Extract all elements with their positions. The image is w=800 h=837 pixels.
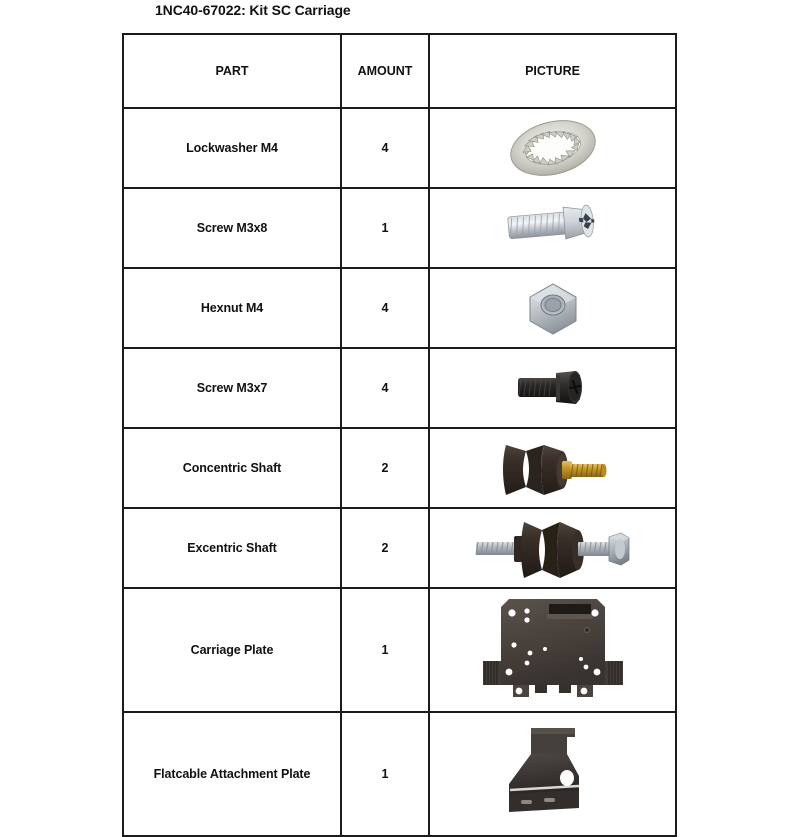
phillips-screw-black-icon [514, 363, 592, 413]
column-header-picture: PICTURE [429, 34, 676, 108]
part-amount: 2 [341, 428, 429, 508]
part-name: Concentric Shaft [123, 428, 341, 508]
column-header-part: PART [123, 34, 341, 108]
part-name: Hexnut M4 [123, 268, 341, 348]
part-amount: 4 [341, 268, 429, 348]
part-name: Lockwasher M4 [123, 108, 341, 188]
part-amount: 1 [341, 588, 429, 712]
parts-table [122, 33, 677, 837]
part-picture-cell [429, 712, 676, 836]
part-amount: 4 [341, 348, 429, 428]
part-amount: 2 [341, 508, 429, 588]
carriage-plate-icon [477, 595, 629, 705]
part-name: Screw M3x8 [123, 188, 341, 268]
part-picture-cell [429, 188, 676, 268]
part-picture-cell [429, 588, 676, 712]
column-header-amount: AMOUNT [341, 34, 429, 108]
table-row [123, 348, 676, 428]
table-row [123, 108, 676, 188]
hexnut-icon [522, 277, 584, 339]
part-name: Carriage Plate [123, 588, 341, 712]
table-row [123, 508, 676, 588]
table-row [123, 428, 676, 508]
part-picture-cell [429, 268, 676, 348]
concentric-shaft-icon [494, 435, 612, 501]
table-row [123, 588, 676, 712]
part-name: Flatcable Attachment Plate [123, 712, 341, 836]
flatcable-attachment-plate-icon [493, 724, 613, 824]
part-picture-cell [429, 108, 676, 188]
part-picture-cell [429, 428, 676, 508]
phillips-screw-zinc-icon [503, 202, 603, 254]
part-picture-cell [429, 508, 676, 588]
table-row [123, 712, 676, 836]
table-row [123, 268, 676, 348]
lockwasher-icon [507, 119, 599, 177]
part-name: Excentric Shaft [123, 508, 341, 588]
table-row [123, 188, 676, 268]
part-amount: 4 [341, 108, 429, 188]
page-title: 1NC40-67022: Kit SC Carriage [155, 2, 351, 18]
part-picture-cell [429, 348, 676, 428]
part-amount: 1 [341, 188, 429, 268]
part-amount: 1 [341, 712, 429, 836]
excentric-shaft-icon [473, 512, 633, 584]
table-header-row [123, 34, 676, 108]
part-name: Screw M3x7 [123, 348, 341, 428]
